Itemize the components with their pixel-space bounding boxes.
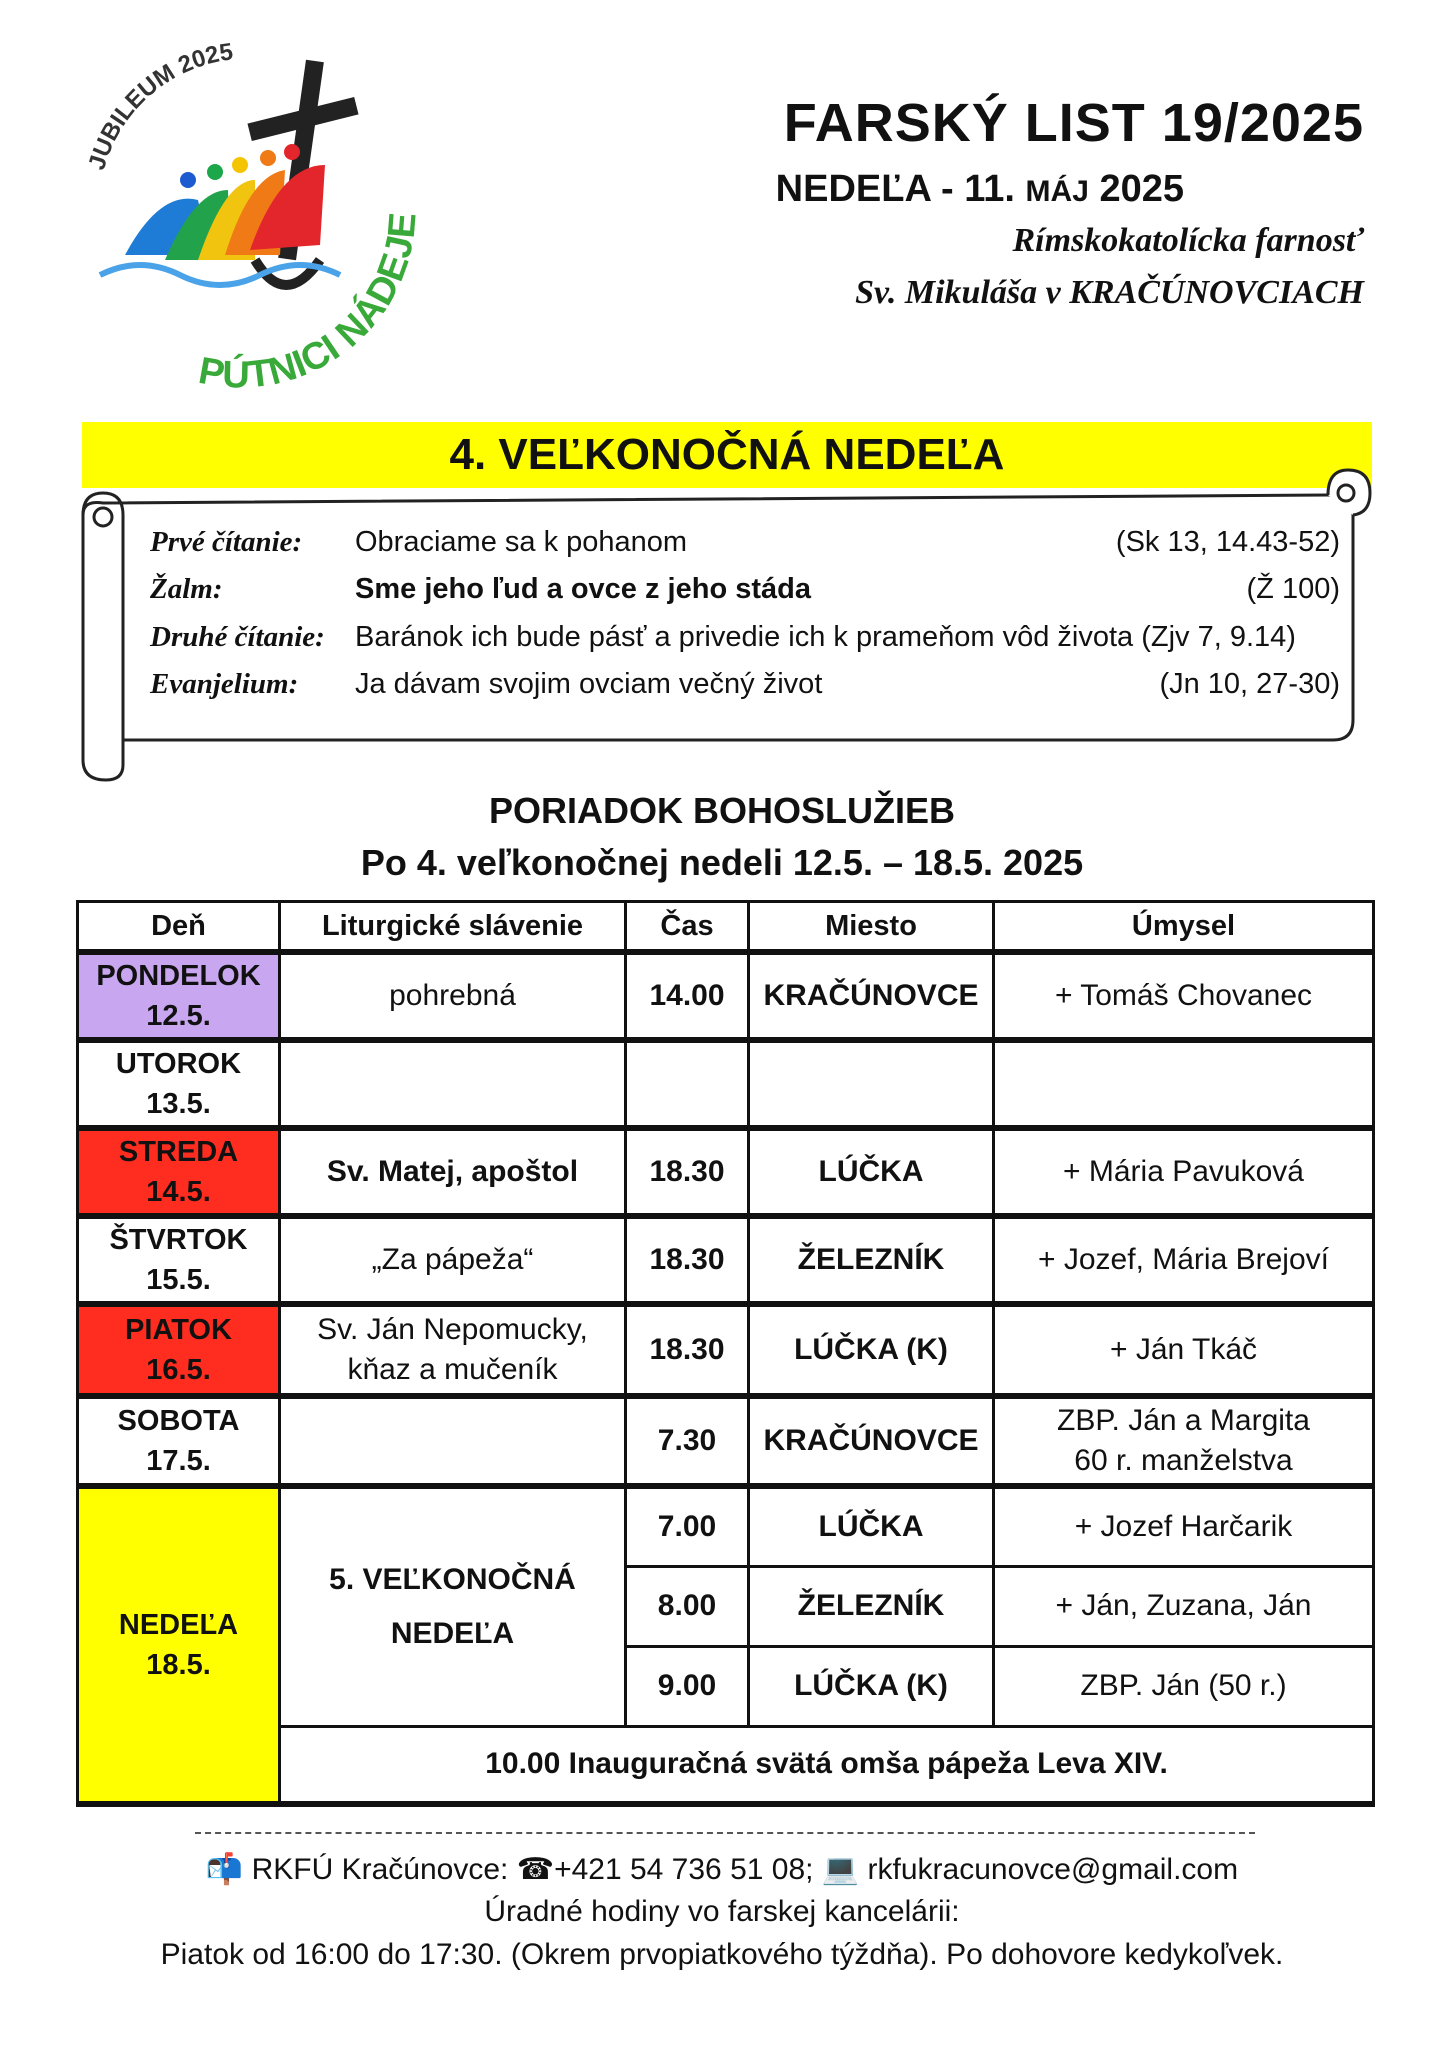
reading-gospel xyxy=(150,663,1340,705)
time-cell: 14.00 xyxy=(626,952,749,1040)
day-cell: UTOROK 13.5. xyxy=(78,1040,280,1128)
footer-divider xyxy=(195,1832,1255,1834)
time-cell: 18.30 xyxy=(626,1304,749,1396)
header-intention: Úmysel xyxy=(994,902,1374,953)
time-cell: 8.00 xyxy=(626,1566,749,1646)
footer-email[interactable]: rkfukracunovce@gmail.com xyxy=(867,1853,1239,1886)
schedule-title: PORIADOK BOHOSLUŽIEB xyxy=(488,790,955,831)
footer-contact xyxy=(0,1852,1444,1887)
place-cell: KRAČÚNOVCE xyxy=(749,952,994,1040)
date-month: MÁJ xyxy=(1025,175,1089,208)
intention-cell: ZBP. Ján (50 r.) xyxy=(994,1646,1374,1726)
sunday-banner: 4. VEĽKONOČNÁ NEDEĽA xyxy=(82,422,1372,488)
reading-ref: (Sk 13, 14.43-52) xyxy=(1115,525,1340,558)
date-prefix: NEDEĽA - 11. xyxy=(775,168,1015,210)
day-cell: SOBOTA 17.5. xyxy=(78,1396,280,1486)
table-header-row xyxy=(78,902,1374,953)
jubilee-logo xyxy=(80,40,460,410)
footer-hours-title: Úradné hodiny vo farskej kancelárii: xyxy=(484,1895,960,1928)
intention-cell: ZBP. Ján a Margita 60 r. manželstva xyxy=(994,1396,1374,1486)
table-row xyxy=(78,1486,1374,1566)
time-cell: 18.30 xyxy=(626,1128,749,1216)
svg-text:JUBILEUM 2025 xyxy=(83,40,234,173)
liturgy-cell xyxy=(280,1040,626,1128)
sunday-note-cell: 10.00 Inauguračná svätá omša pápeža Leva XIV. xyxy=(280,1726,1374,1804)
reading-first xyxy=(150,521,1340,563)
reading-text: Baránok ich bude pásť a privedie ich k prameňom vôd života (Zjv 7, 9.14) xyxy=(355,620,1296,653)
header-day: Deň xyxy=(78,902,280,953)
time-cell: 18.30 xyxy=(626,1216,749,1304)
laptop-icon: 💻 xyxy=(821,1853,860,1886)
place-cell xyxy=(749,1040,994,1128)
reading-psalm xyxy=(150,568,1340,610)
place-cell: LÚČKA (K) xyxy=(749,1304,994,1396)
place-cell: ŽELEZNÍK xyxy=(749,1216,994,1304)
header-place: Miesto xyxy=(749,902,994,953)
footer-office: RKFÚ Kračúnovce: xyxy=(251,1853,509,1886)
liturgy-cell: Sv. Matej, apoštol xyxy=(280,1128,626,1216)
bulletin-date xyxy=(776,168,1184,211)
reading-label: Prvé čítanie: xyxy=(150,525,303,558)
intention-cell: + Jozef, Mária Brejoví xyxy=(994,1216,1374,1304)
intention-cell: + Mária Pavuková xyxy=(994,1128,1374,1216)
table-row xyxy=(78,952,1374,1040)
header-liturgy: Liturgické slávenie xyxy=(280,902,626,953)
day-cell: STREDA 14.5. xyxy=(78,1128,280,1216)
day-cell: ŠTVRTOK 15.5. xyxy=(78,1216,280,1304)
reading-text: Ja dávam svojim ovciam večný život xyxy=(355,667,823,700)
intention-cell: + Ján Tkáč xyxy=(994,1304,1374,1396)
intention-cell: + Jozef Harčarik xyxy=(994,1486,1374,1566)
time-cell: 9.00 xyxy=(626,1646,749,1726)
time-cell: 7.30 xyxy=(626,1396,749,1486)
reading-ref: (Ž 100) xyxy=(1246,572,1340,605)
day-cell: PIATOK 16.5. xyxy=(78,1304,280,1396)
liturgy-cell: Sv. Ján Nepomucky, kňaz a mučeník xyxy=(280,1304,626,1396)
schedule-table xyxy=(76,900,1375,1807)
phone-icon: ☎ xyxy=(516,1853,555,1886)
place-cell: LÚČKA xyxy=(749,1128,994,1216)
table-row xyxy=(78,1128,1374,1216)
footer-hours: Piatok od 16:00 do 17:30. (Okrem prvopiatkového týždňa). Po dohovore kedykoľvek. xyxy=(160,1938,1284,1971)
logo-top-text: JUBILEUM 2025 xyxy=(83,40,235,174)
liturgy-cell: pohrebná xyxy=(280,952,626,1040)
place-cell: LÚČKA (K) xyxy=(749,1646,994,1726)
table-row xyxy=(78,1396,1374,1486)
time-cell: 7.00 xyxy=(626,1486,749,1566)
table-row xyxy=(78,1040,1374,1128)
time-cell xyxy=(626,1040,749,1128)
footer-phone: +421 54 736 51 08; xyxy=(554,1853,814,1886)
reading-text: Obraciame sa k pohanom xyxy=(355,525,688,558)
reading-ref: (Jn 10, 27-30) xyxy=(1159,667,1340,700)
bulletin-title: FARSKÝ LIST 19/2025 xyxy=(783,93,1364,153)
place-cell: KRAČÚNOVCE xyxy=(749,1396,994,1486)
table-row xyxy=(78,1216,1374,1304)
reading-label: Evanjelium: xyxy=(150,667,299,700)
place-cell: ŽELEZNÍK xyxy=(749,1566,994,1646)
intention-cell: + Tomáš Chovanec xyxy=(994,952,1374,1040)
header-time: Čas xyxy=(626,902,749,953)
liturgy-cell: 5. VEĽKONOČNÁ NEDEĽA xyxy=(280,1486,626,1726)
reading-label: Žalm: xyxy=(150,572,223,605)
parish-line-1: Rímskokatolícka farnosť xyxy=(1012,222,1364,259)
reading-text: Sme jeho ľud a ovce z jeho stáda xyxy=(355,572,811,605)
schedule-subtitle: Po 4. veľkonočnej nedeli 12.5. – 18.5. 2025 xyxy=(360,842,1084,883)
intention-cell xyxy=(994,1040,1374,1128)
day-cell: NEDEĽA 18.5. xyxy=(78,1486,280,1804)
liturgy-cell xyxy=(280,1396,626,1486)
liturgy-cell: „Za pápeža“ xyxy=(280,1216,626,1304)
intention-cell: + Ján, Zuzana, Ján xyxy=(994,1566,1374,1646)
table-row xyxy=(78,1304,1374,1396)
day-cell: PONDELOK 12.5. xyxy=(78,952,280,1040)
reading-second xyxy=(150,616,1340,658)
place-cell: LÚČKA xyxy=(749,1486,994,1566)
logo-bottom-text: PÚTNICI NÁDEJE xyxy=(195,211,425,397)
reading-label: Druhé čítanie: xyxy=(150,620,325,653)
date-year: 2025 xyxy=(1099,168,1184,210)
mailbox-icon: 📬 xyxy=(205,1853,244,1886)
parish-line-2: Sv. Mikuláša v KRAČÚNOVCIACH xyxy=(855,274,1364,311)
